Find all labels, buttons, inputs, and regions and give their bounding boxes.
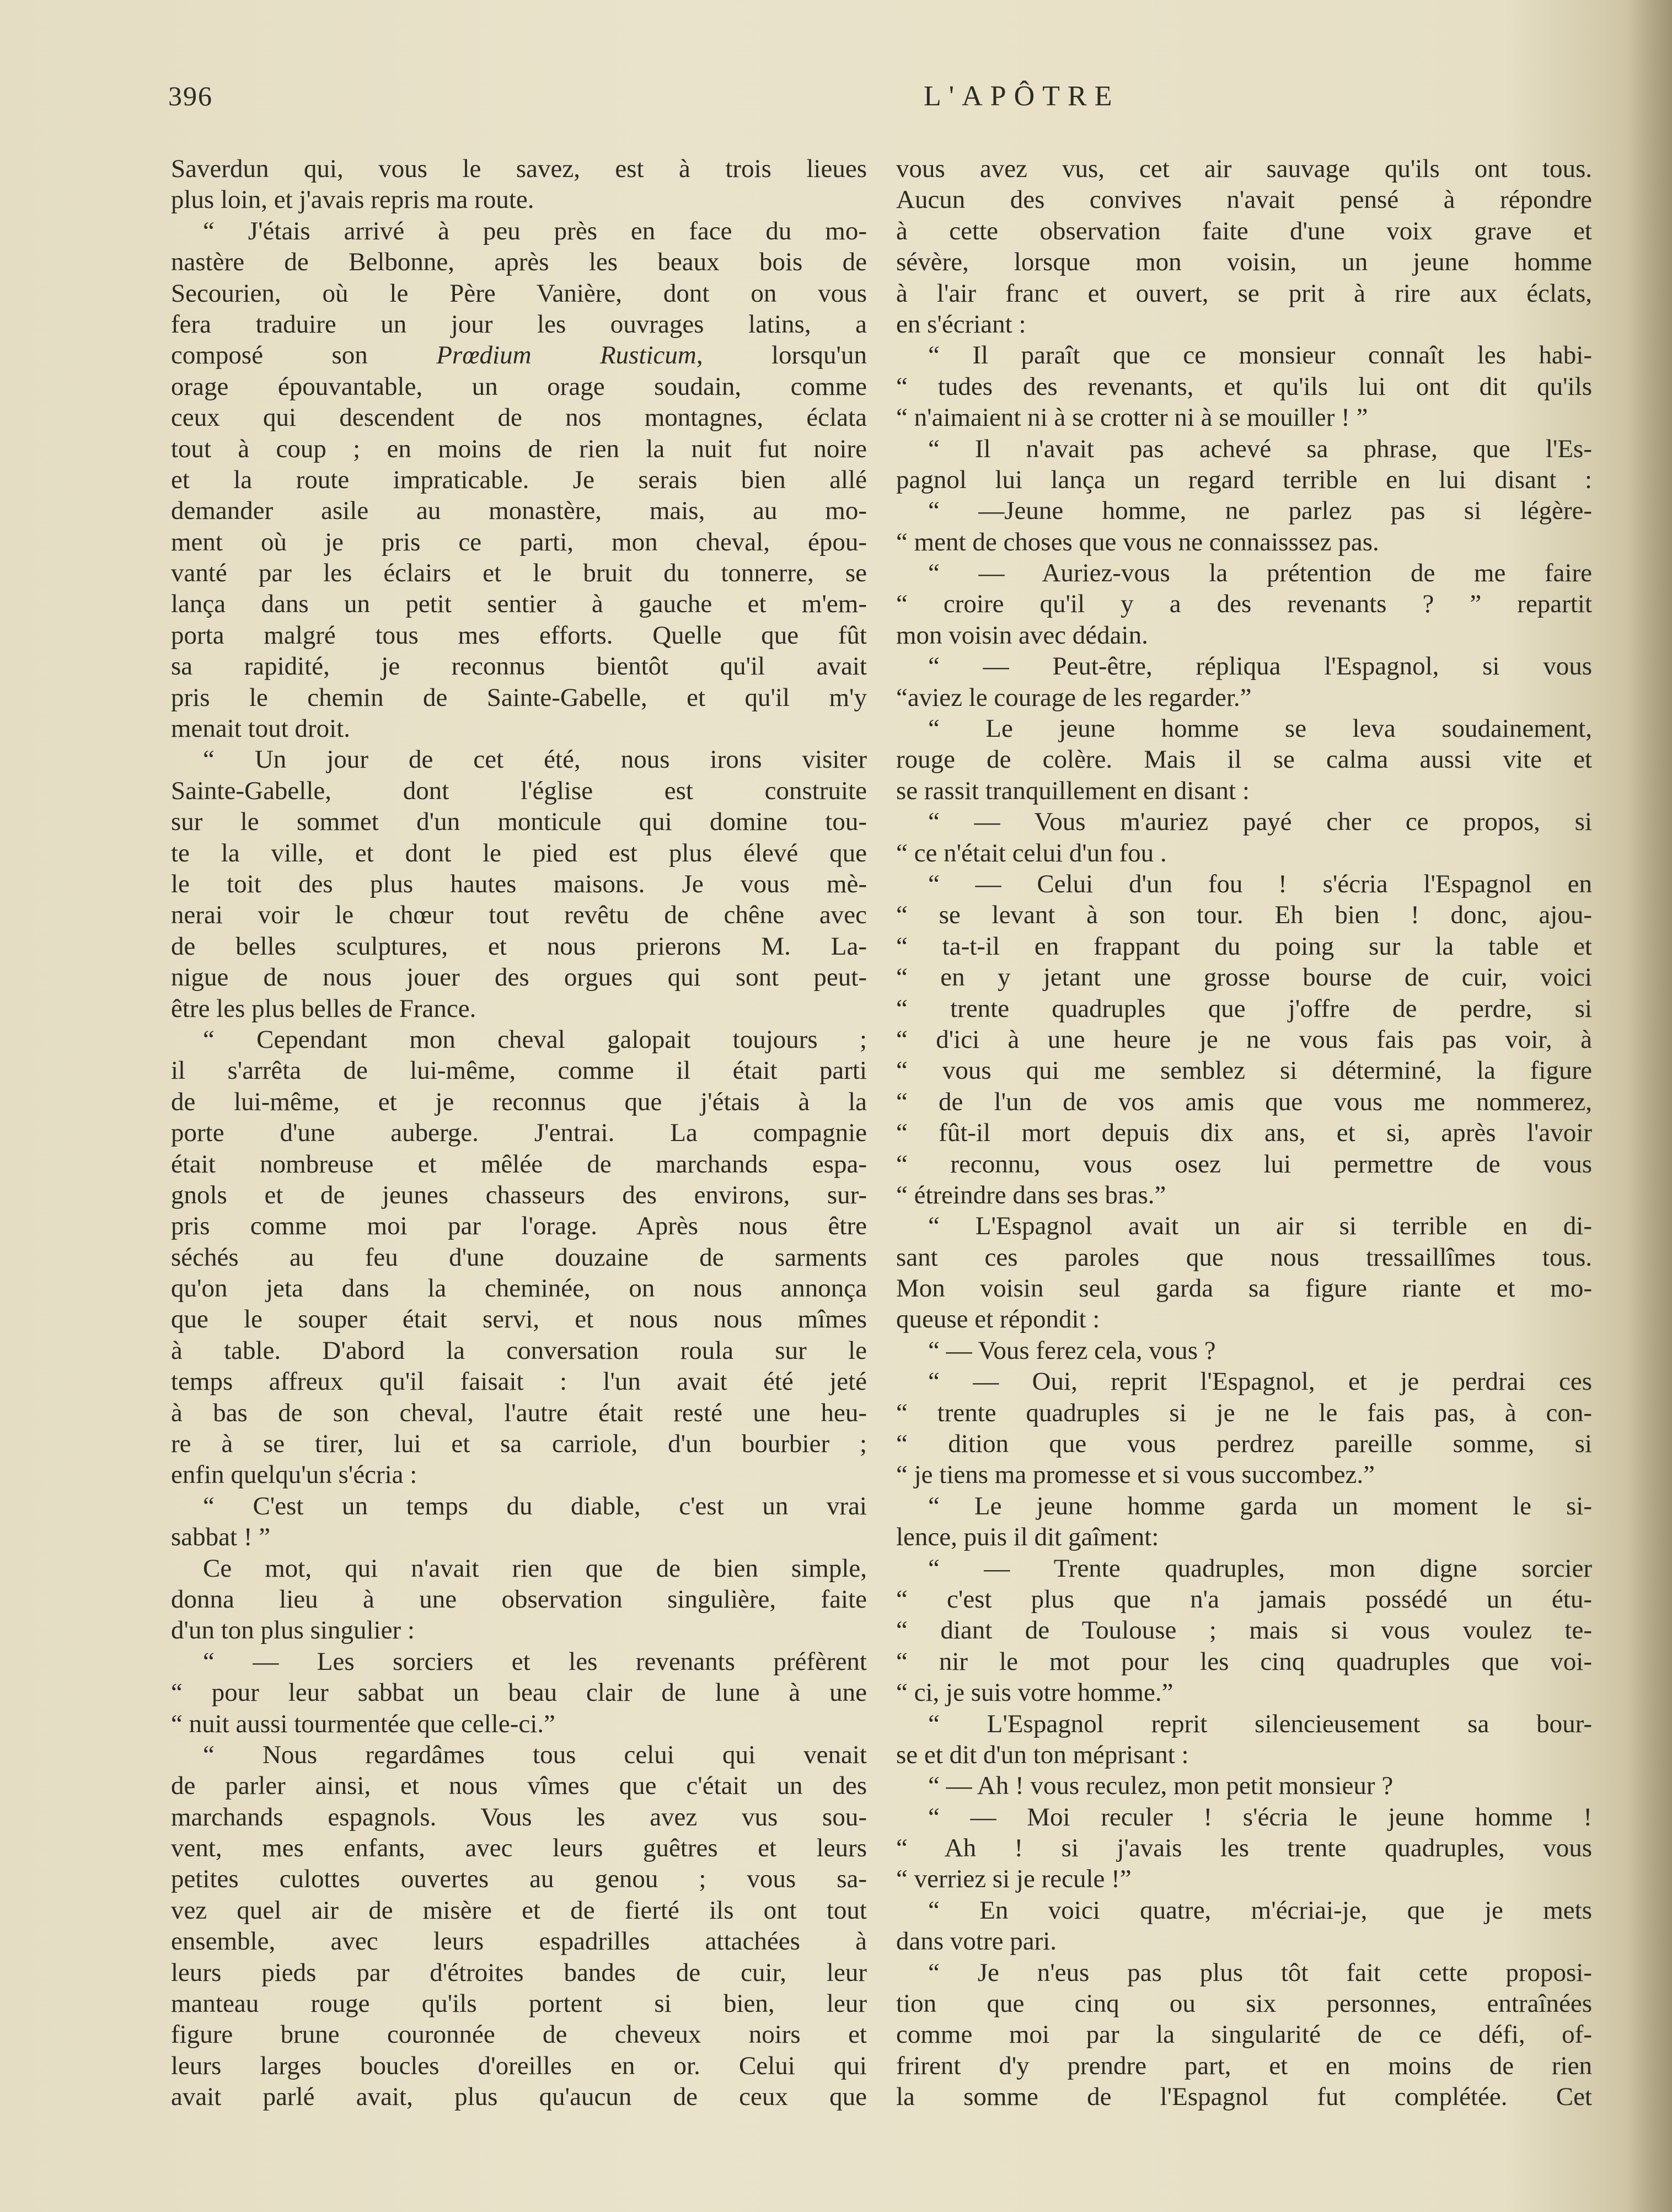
text-line: “ n'aimaient ni à se crotter ni à se mouiller ! ” [896,403,1368,432]
text-line: enfin quelqu'un s'écria : [171,1460,417,1490]
text-line: en s'écriant : [896,309,1026,339]
text-line: “ pour leur sabbat un beau clair de lune à une [171,1678,867,1707]
text-line: pris le chemin de Sainte-Gabelle, et qu'il m'y [171,683,867,712]
text-line: “ L'Espagnol avait un air si terrible en di- [928,1212,1592,1241]
text-line: nastère de Belbonne, après les beaux bois de [171,248,867,277]
text-line: pagnol lui lança un regard terrible en lui disant : [896,465,1592,494]
text-line: tout à coup ; en moins de rien la nuit fut noire [171,434,867,463]
text-line: “ en y jetant une grosse bourse de cuir, voici [896,963,1592,992]
text-line: “ Il n'avait pas achevé sa phrase, que l'Es- [928,434,1592,463]
text-line: sa rapidité, je reconnus bientôt qu'il avait [171,652,867,681]
text-line: vanté par les éclairs et le bruit du tonnerre, se [171,559,867,588]
text-line: Secourien, où le Père Vanière, dont on vous [171,278,867,308]
text-line: Ce mot, qui n'avait rien que de bien simple, [203,1554,867,1583]
text-line: “ L'Espagnol reprit silencieusement sa bour- [928,1709,1592,1738]
text-line: “ je tiens ma promesse et si vous succombez.” [896,1460,1375,1490]
text-line: “ — Auriez-vous la prétention de me faire [928,559,1592,588]
text-line: frirent d'y prendre part, et en moins de rien [896,2051,1592,2080]
text-line: “ diant de Toulouse ; mais si vous voulez te- [896,1616,1592,1645]
text-line: de lui-même, et je reconnus que j'étais à la [171,1087,867,1116]
text-line: queuse et répondit : [896,1305,1100,1334]
text-line: donna lieu à une observation singulière, faite [171,1584,867,1614]
text-line: orage épouvantable, un orage soudain, comme [171,372,867,401]
text-line: “ — Moi reculer ! s'écria le jeune homme ! [928,1802,1592,1831]
text-line: “aviez le courage de les regarder.” [896,683,1252,712]
text-line: à bas de son cheval, l'autre était resté une heu- [171,1398,867,1427]
text-line: te la ville, et dont le pied est plus élevé que [171,838,867,867]
text-line: menait tout droit. [171,714,351,743]
text-line: nerai voir le chœur tout revêtu de chêne avec [171,901,867,930]
text-line: “ trente quadruples que j'offre de perdre, si [896,994,1592,1023]
text-line: “ trente quadruples si je ne le fais pas, à con- [896,1398,1592,1427]
text-line: re à se tirer, lui et sa carriole, d'un bourbier ; [171,1429,867,1459]
text-line: vent, mes enfants, avec leurs guêtres et leurs [171,1834,867,1863]
text-line: “ nuit aussi tourmentée que celle-ci.” [171,1709,555,1738]
text-line: et la route impraticable. Je serais bien allé [171,465,867,494]
text-line: demander asile au monastère, mais, au mo- [171,496,867,526]
text-line: leurs larges boucles d'oreilles en or. Celui qui [171,2051,867,2080]
text-line: le toit des plus hautes maisons. Je vous mè- [171,869,867,898]
text-line: “ ce n'était celui d'un fou . [896,838,1167,867]
text-line: dans votre pari. [896,1927,1057,1956]
text-line: à cette observation faite d'une voix grave et [896,216,1592,245]
right-text-column [896,153,1592,2113]
text-line: manteau rouge qu'ils portent si bien, leur [171,1989,867,2018]
text-line: porta malgré tous mes efforts. Quelle que fût [171,620,867,650]
text-line: “ étreindre dans ses bras.” [896,1180,1166,1209]
text-line: à l'air franc et ouvert, se prit à rire aux éclats, [896,278,1592,308]
text-line: comme moi par la singularité de ce défi, of- [896,2020,1592,2049]
text-line: figure brune couronnée de cheveux noirs et [171,2020,867,2049]
text-line: “ nir le mot pour les cinq quadruples que voi- [896,1647,1592,1676]
text-line: “ — Peut-être, répliqua l'Espagnol, si vous [928,652,1592,681]
text-line: “ d'ici à une heure je ne vous fais pas voir, à [896,1025,1592,1054]
text-line: “ Il paraît que ce monsieur connaît les habi- [928,341,1592,370]
text-line: était nombreuse et mêlée de marchands espa- [171,1149,867,1179]
text-line: tion que cinq ou six personnes, entraînées [896,1989,1592,2018]
text-line: fera traduire un jour les ouvrages latins, a [171,309,867,339]
text-line: “ Je n'eus pas plus tôt fait cette proposi- [928,1958,1592,1987]
text-line: “ — Vous m'auriez payé cher ce propos, si [928,807,1592,837]
text-line: ensemble, avec leurs espadrilles attachées à [171,1927,867,1956]
text-line: “ tudes des revenants, et qu'ils lui ont dit qu'ils [896,372,1592,401]
text-line: avait parlé avait, plus qu'aucun de ceux que [171,2082,867,2112]
page-edge-shadow [1628,0,1672,2212]
text-line: “ Le jeune homme garda un moment le si- [928,1491,1592,1520]
text-line: “ Nous regardâmes tous celui qui venait [203,1740,867,1769]
text-line: “ croire qu'il y a des revenants ? ” repartit [896,590,1592,619]
text-line: “ vous qui me semblez si déterminé, la figure [896,1056,1592,1085]
text-line: leurs pieds par d'étroites bandes de cuir, leur [171,1958,867,1987]
italic-title: Prœdium Rusticum [436,341,696,370]
text-line: ment où je pris ce parti, mon cheval, épou- [171,527,867,556]
text-line: “ fût-il mort depuis dix ans, et si, après l'avoir [896,1118,1592,1148]
page-number: 396 [168,81,213,111]
text-line: se rassit tranquillement en disant : [896,776,1250,805]
text-line: gnols et de jeunes chasseurs des environs, sur- [171,1180,867,1209]
text-line: “ c'est plus que n'a jamais possédé un étu- [896,1584,1592,1614]
text-line: “ Un jour de cet été, nous irons visiter [203,745,867,774]
text-line: lence, puis il dit gaîment: [896,1523,1159,1552]
text-line: “ — Vous ferez cela, vous ? [928,1336,1216,1365]
text-line: “ ta-t-il en frappant du poing sur la table et [896,931,1592,961]
text-line: “ de l'un de vos amis que vous me nommerez, [896,1087,1592,1116]
text-line: se et dit d'un ton méprisant : [896,1740,1189,1769]
text-line: de belles sculptures, et nous prierons M. La- [171,931,867,961]
text-line: “ Le jeune homme se leva soudainement, [928,714,1592,743]
text-line: à table. D'abord la conversation roula sur le [171,1336,867,1365]
text-line: la somme de l'Espagnol fut complétée. Cet [896,2082,1592,2112]
text-line: être les plus belles de France. [171,994,476,1023]
text-line: lança dans un petit sentier à gauche et m'em- [171,590,867,619]
text-line: que le souper était servi, et nous nous mîmes [171,1305,867,1334]
text-line: séchés au feu d'une douzaine de sarments [171,1242,867,1272]
left-text-column [171,153,867,2113]
text-line: marchands espagnols. Vous les avez vus sou- [171,1802,867,1831]
text-line: “ dition que vous perdrez pareille somme, si [896,1429,1592,1459]
text-line: “ C'est un temps du diable, c'est un vrai [203,1491,867,1520]
page-header [168,80,1580,119]
text-line: d'un ton plus singulier : [171,1616,415,1645]
text-line: “ — Oui, reprit l'Espagnol, et je perdrai ces [928,1367,1592,1396]
text-line: qu'on jeta dans la cheminée, on nous annonça [171,1274,867,1303]
text-line: “ ment de choses que vous ne connaisssez pas. [896,527,1379,556]
text-line: ceux qui descendent de nos montagnes, éclata [171,403,867,432]
text-line: Sainte-Gabelle, dont l'église est construite [171,776,867,805]
text-line: sur le sommet d'un monticule qui domine tou- [171,807,867,837]
running-head: L'APÔTRE [924,81,1120,112]
text-line: “ ci, je suis votre homme.” [896,1678,1173,1707]
text-line: nigue de nous jouer des orgues qui sont peut- [171,963,867,992]
text-line: plus loin, et j'avais repris ma route. [171,185,534,215]
text-line: Mon voisin seul garda sa figure riante et mo- [896,1274,1592,1303]
text-line: rouge de colère. Mais il se calma aussi vite et [896,745,1592,774]
text-line: “ — Les sorciers et les revenants préfèrent [203,1647,867,1676]
text-line: mon voisin avec dédain. [896,620,1148,650]
text-line: vous avez vus, cet air sauvage qu'ils ont tous. [896,154,1592,183]
text-line: “ J'étais arrivé à peu près en face du mo- [203,216,867,245]
text-line: “ reconnu, vous osez lui permettre de vous [896,1149,1592,1179]
text-line: “ Cependant mon cheval galopait toujours ; [203,1025,867,1054]
text-line: “ —Jeune homme, ne parlez pas si légère- [928,496,1592,526]
text-line: Saverdun qui, vous le savez, est à trois lieues [171,154,867,183]
text-line: “ — Trente quadruples, mon digne sorcier [928,1554,1592,1583]
text-line: vez quel air de misère et de fierté ils ont tout [171,1895,867,1925]
text-line: sant ces paroles que nous tressaillîmes tous. [896,1242,1592,1272]
text-line: de parler ainsi, et nous vîmes que c'était un des [171,1771,867,1801]
text-line: sévère, lorsque mon voisin, un jeune homme [896,248,1592,277]
text-line: “ verriez si je recule !” [896,1865,1132,1894]
text-line: “ Ah ! si j'avais les trente quadruples, vous [896,1834,1592,1863]
text-line: porte d'une auberge. J'entrai. La compagnie [171,1118,867,1148]
text-line: composé son Prœdium Rusticum, lorsqu'un [171,341,867,370]
text-line: temps affreux qu'il faisait : l'un avait été jeté [171,1367,867,1396]
text-line: il s'arrêta de lui-même, comme il était parti [171,1056,867,1085]
text-line: sabbat ! ” [171,1523,271,1552]
text-line: petites culottes ouvertes au genou ; vous sa- [171,1865,867,1894]
text-line: “ — Celui d'un fou ! s'écria l'Espagnol en [928,869,1592,898]
text-line: “ se levant à son tour. Eh bien ! donc, ajou- [896,901,1592,930]
text-line: pris comme moi par l'orage. Après nous être [171,1212,867,1241]
text-line: “ En voici quatre, m'écriai-je, que je mets [928,1895,1592,1925]
text-line: Aucun des convives n'avait pensé à répondre [896,185,1592,215]
text-line: “ — Ah ! vous reculez, mon petit monsieur ? [928,1771,1394,1801]
